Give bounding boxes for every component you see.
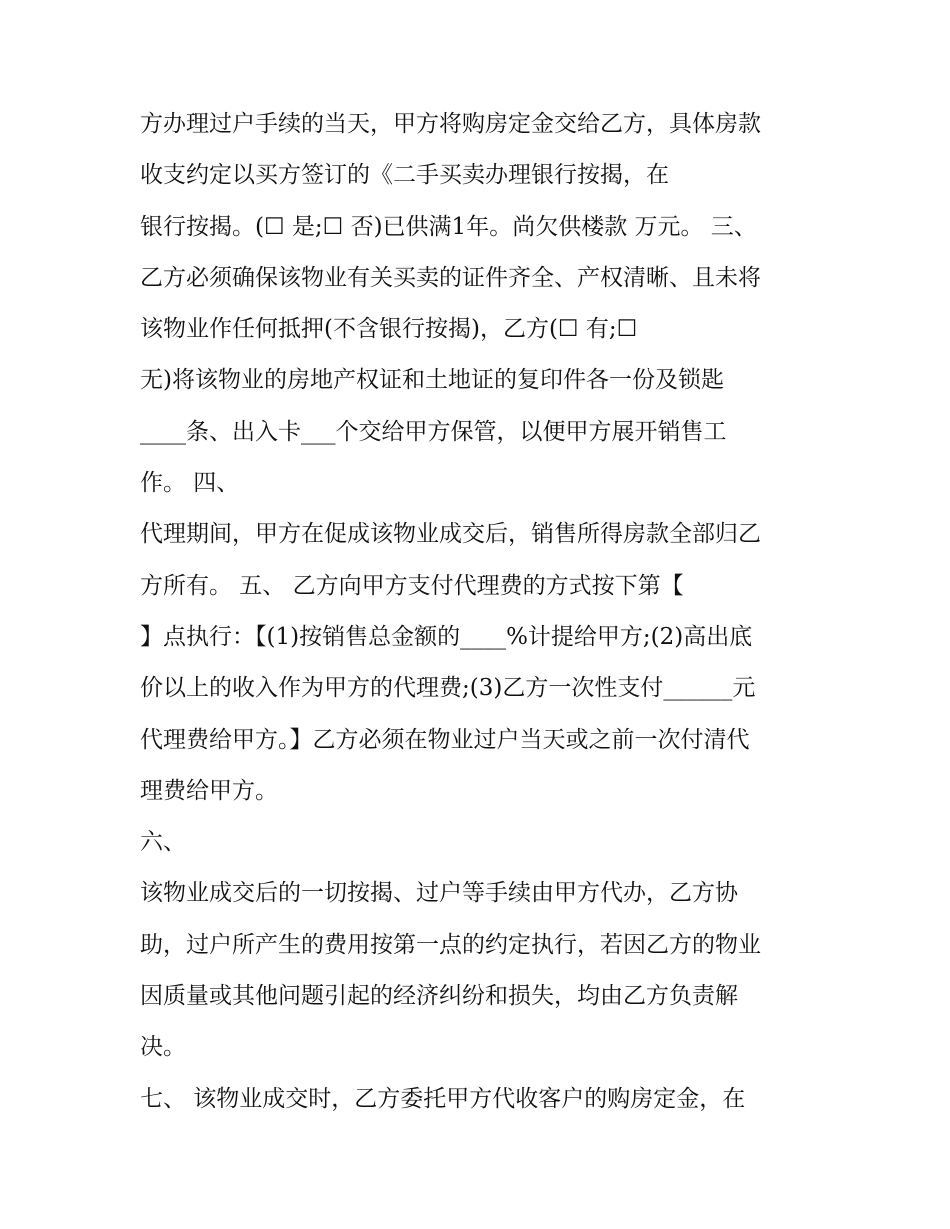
text-line-2: 收支约定以买方签订的《二手买卖办理银行按揭，在	[140, 162, 669, 189]
text-line-4: 乙方必须确保该物业有关买卖的证件齐全、产权清晰、且未将	[140, 264, 761, 291]
text-line-1: 方办理过户手续的当天，甲方将购房定金交给乙方，具体房款	[140, 111, 761, 137]
text-line-19: 决。	[140, 1034, 186, 1061]
text-line-13: 代理费给甲方。】乙方必须在物业过户当天或之前一次付清代	[140, 726, 750, 753]
text-line-16: 该物业成交后的一切按揭、过户等手续由甲方代办，乙方协	[140, 880, 738, 907]
text-line-14: 理费给甲方。	[140, 777, 278, 804]
text-line-20: 七、 该物业成交时，乙方委托甲方代收客户的购房定金，在	[140, 1085, 746, 1112]
text-line-8: 作。 四、	[140, 470, 240, 497]
contract-body-text	[140, 102, 840, 1128]
text-line-6: 无)将该物业的房地产权证和土地证的复印件各一份及锁匙	[140, 367, 724, 394]
text-line-15: 六、	[140, 829, 186, 856]
text-line-17: 助，过户所产生的费用按第一点的约定执行，若因乙方的物业	[140, 931, 761, 958]
text-line-5: 该物业作任何抵押(不含银行按揭)，乙方(☐ 有;☐	[140, 316, 638, 343]
text-line-12: 价以上的收入作为甲方的代理费;(3)乙方一次性支付______元	[140, 675, 756, 702]
text-line-18: 因质量或其他问题引起的经济纠纷和损失，均由乙方负责解	[140, 983, 738, 1010]
text-line-7: ____条、出入卡___个交给甲方保管，以便甲方展开销售工	[140, 418, 727, 445]
text-line-10: 方所有。 五、 乙方向甲方支付代理费的方式按下第【	[140, 572, 684, 599]
text-line-9: 代理期间，甲方在促成该物业成交后，销售所得房款全部归乙	[140, 521, 761, 548]
text-line-11: 】点执行：【(1)按销售总金额的____%计提给甲方;(2)高出底	[140, 623, 753, 650]
text-line-3: 银行按揭。(☐ 是;☐ 否)已供满1年。尚欠供楼款 万元。 三、	[140, 213, 757, 240]
